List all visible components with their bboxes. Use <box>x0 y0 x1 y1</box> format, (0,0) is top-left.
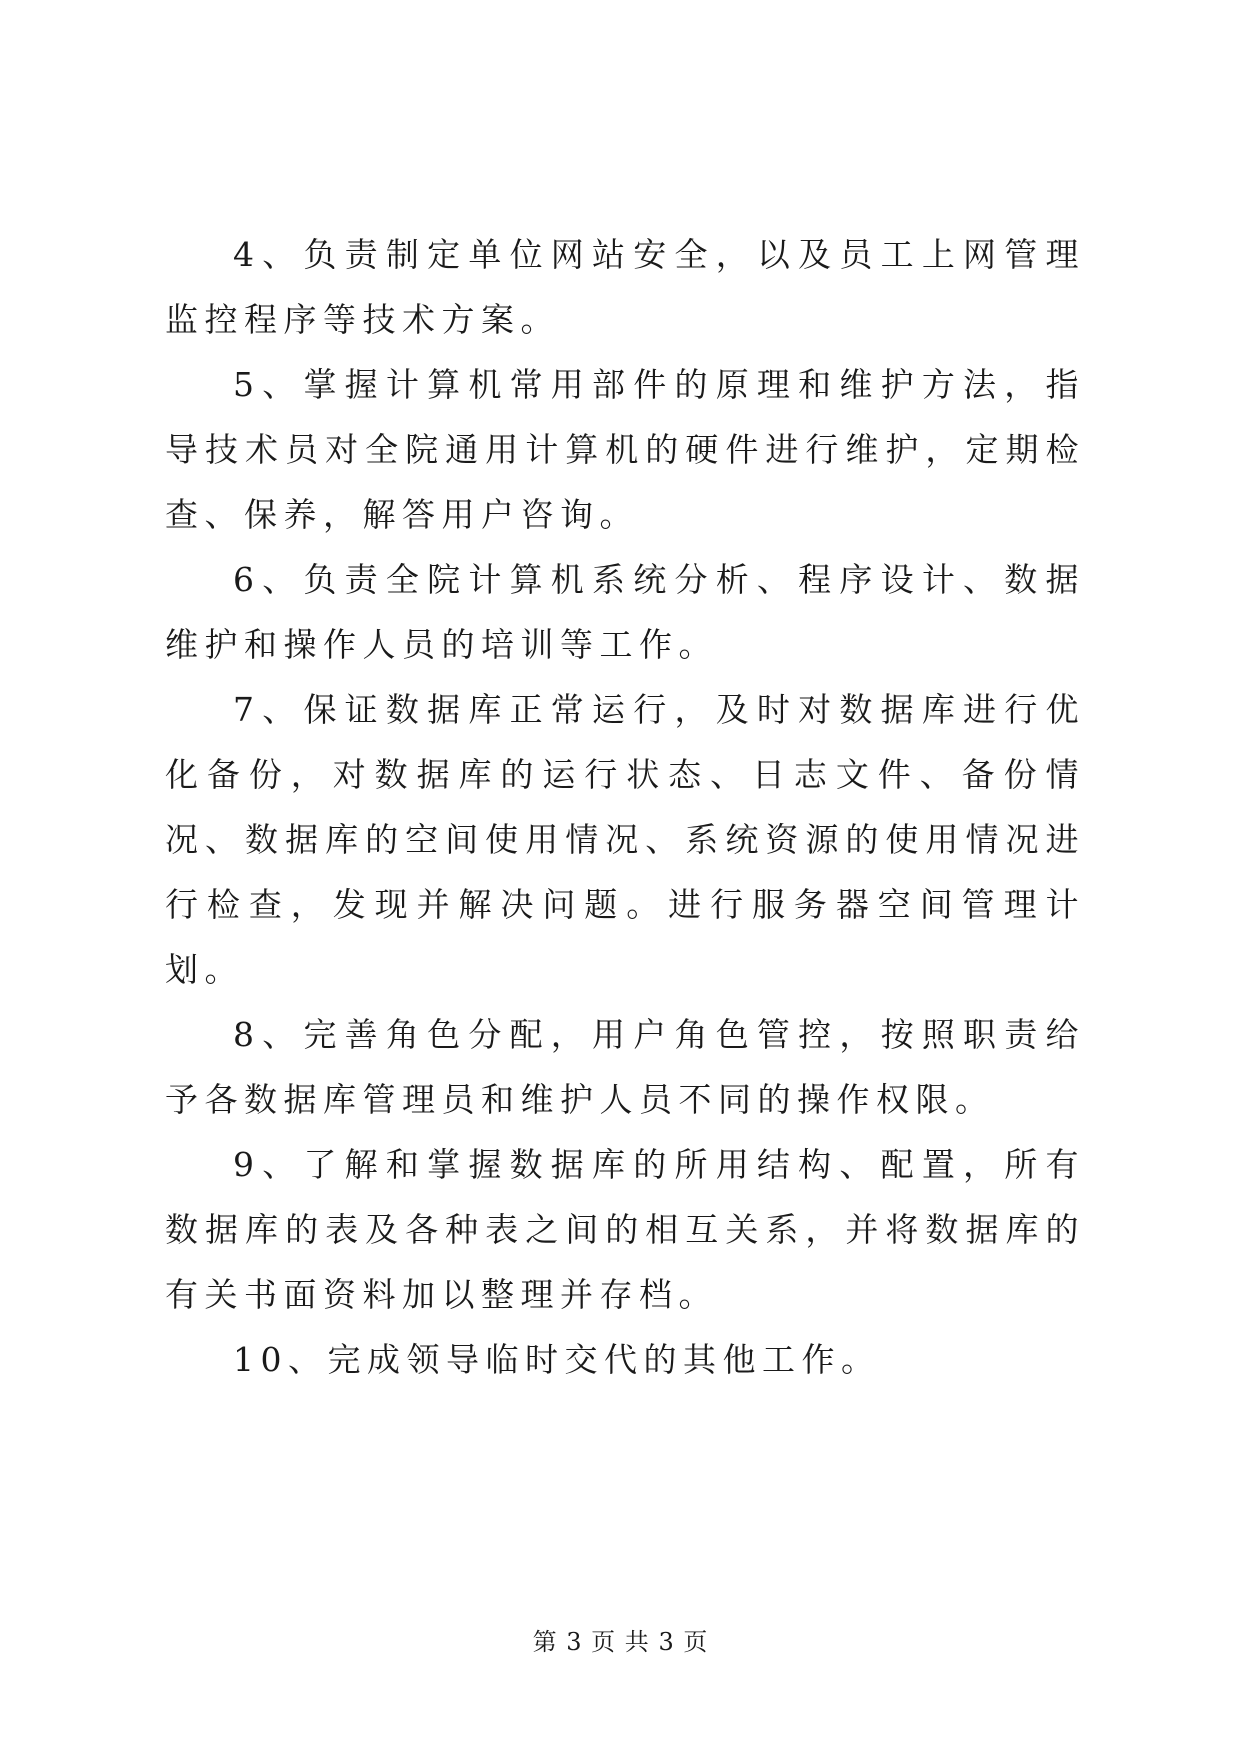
paragraph-item-5: 5、掌握计算机常用部件的原理和维护方法，指导技术员对全院通用计算机的硬件进行维护，定期检查、保养，解答用户咨询。 <box>165 365 1085 534</box>
document-body <box>165 222 1085 1392</box>
paragraph-item-4: 4、负责制定单位网站安全，以及员工上网管理监控程序等技术方案。 <box>165 235 1085 339</box>
paragraph-item-9: 9、了解和掌握数据库的所用结构、配置，所有数据库的表及各种表之间的相互关系，并将数据库的有关书面资料加以整理并存档。 <box>165 1145 1085 1314</box>
paragraph-item-6: 6、负责全院计算机系统分析、程序设计、数据维护和操作人员的培训等工作。 <box>165 560 1085 664</box>
page-number-footer: 第 3 页 共 3 页 <box>532 1628 709 1656</box>
paragraph-item-8: 8、完善角色分配，用户角色管控，按照职责给予各数据库管理员和维护人员不同的操作权限。 <box>165 1015 1085 1119</box>
paragraph-item-10: 10、完成领导临时交代的其他工作。 <box>233 1340 881 1379</box>
paragraph-item-7: 7、保证数据库正常运行，及时对数据库进行优化备份，对数据库的运行状态、日志文件、备份情况、数据库的空间使用情况、系统资源的使用情况进行检查，发现并解决问题。进行服务器空间管理计划。 <box>165 690 1085 989</box>
